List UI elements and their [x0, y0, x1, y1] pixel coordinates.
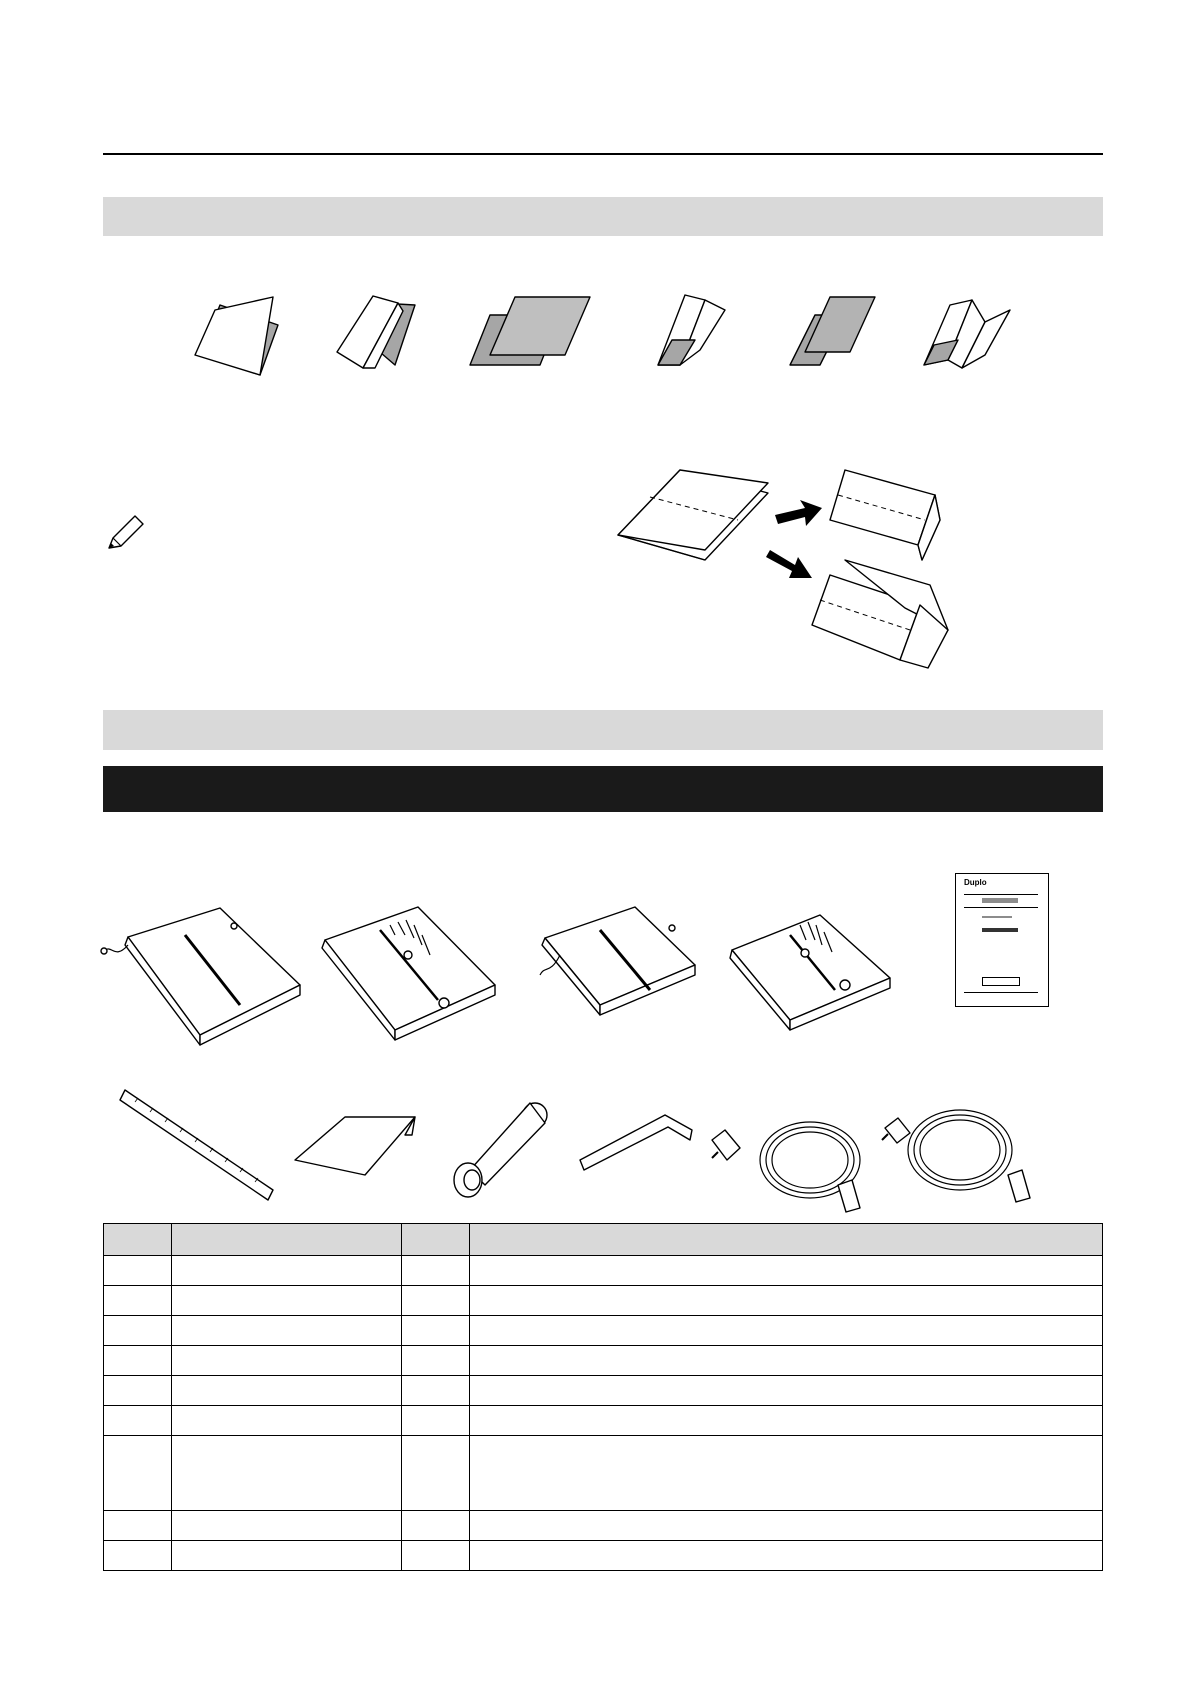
table-cell	[172, 1511, 402, 1541]
table-cell	[470, 1286, 1103, 1316]
table-cell	[402, 1541, 470, 1571]
table-header-row	[104, 1224, 1103, 1256]
table-cell	[172, 1406, 402, 1436]
table-cell	[402, 1316, 470, 1346]
manual-brand-logo: Duplo	[964, 878, 987, 887]
table-cell	[172, 1256, 402, 1286]
table-cell	[104, 1316, 172, 1346]
table-cell	[172, 1316, 402, 1346]
col-header-qty	[402, 1224, 470, 1256]
table-cell	[402, 1346, 470, 1376]
table-row	[104, 1406, 1103, 1436]
table-cell	[402, 1406, 470, 1436]
table-row	[104, 1376, 1103, 1406]
table-cell	[172, 1376, 402, 1406]
table-cell	[172, 1541, 402, 1571]
table-cell	[470, 1511, 1103, 1541]
col-header-no	[104, 1224, 172, 1256]
table-row	[104, 1541, 1103, 1571]
table-row	[104, 1256, 1103, 1286]
table-cell	[104, 1376, 172, 1406]
col-header-remarks	[470, 1224, 1103, 1256]
table-cell	[402, 1376, 470, 1406]
table-cell	[470, 1406, 1103, 1436]
table-row	[104, 1511, 1103, 1541]
table-cell	[402, 1286, 470, 1316]
table-cell	[104, 1256, 172, 1286]
table-row	[104, 1286, 1103, 1316]
table-cell	[104, 1511, 172, 1541]
table-cell	[104, 1286, 172, 1316]
table-cell	[470, 1376, 1103, 1406]
table-cell	[402, 1256, 470, 1286]
table-cell	[470, 1346, 1103, 1376]
table-cell	[470, 1316, 1103, 1346]
table-cell	[402, 1436, 470, 1511]
table-cell	[470, 1256, 1103, 1286]
table-cell	[470, 1541, 1103, 1571]
table-cell	[470, 1436, 1103, 1511]
contents-table	[103, 1223, 1103, 1571]
table-cell	[104, 1436, 172, 1511]
table-cell	[104, 1346, 172, 1376]
table-cell	[172, 1346, 402, 1376]
table-row	[104, 1316, 1103, 1346]
col-header-name	[172, 1224, 402, 1256]
table-cell	[172, 1286, 402, 1316]
table-cell	[104, 1541, 172, 1571]
table-cell	[104, 1406, 172, 1436]
table-row	[104, 1436, 1103, 1511]
table-row	[104, 1346, 1103, 1376]
table-cell	[172, 1436, 402, 1511]
table-cell	[402, 1511, 470, 1541]
